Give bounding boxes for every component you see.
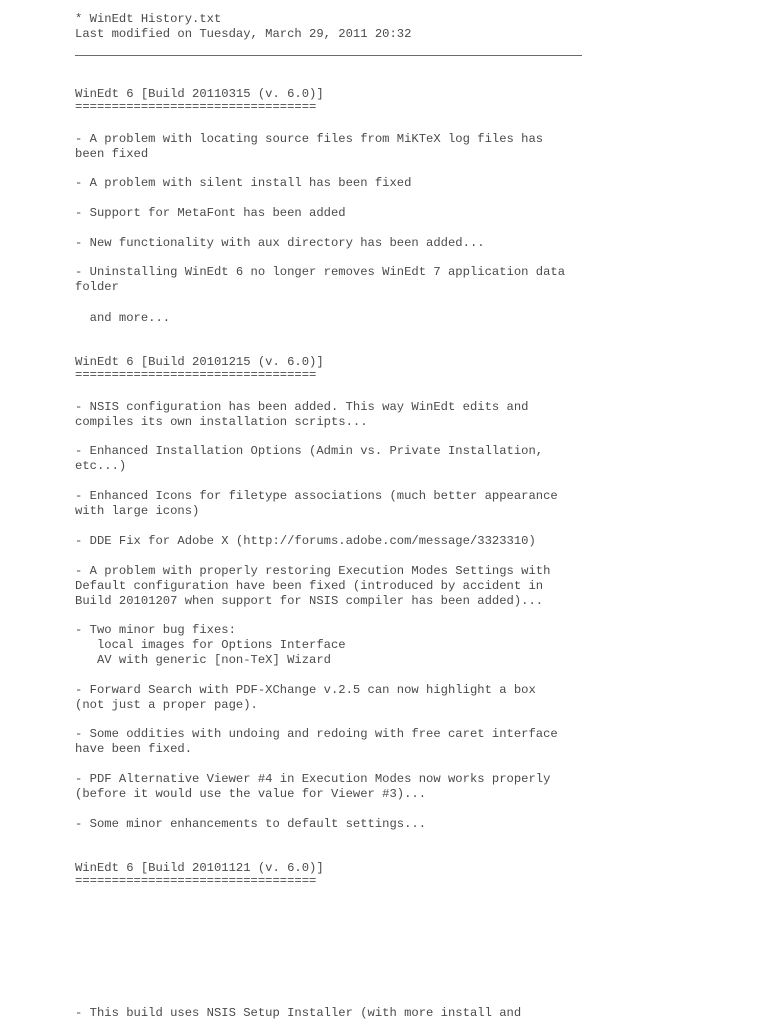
history-line: have been fixed. — [75, 742, 193, 756]
history-line: - A problem with silent install has been fixed — [75, 176, 412, 190]
history-line: etc...) — [75, 459, 127, 473]
section-title: WinEdt 6 [Build 20101215 (v. 6.0)] — [75, 355, 324, 369]
history-line: folder — [75, 280, 119, 294]
history-line: - This build uses NSIS Setup Installer (with more install and — [75, 1006, 522, 1020]
header-divider — [75, 55, 582, 56]
last-modified: Last modified on Tuesday, March 29, 2011 20:32 — [75, 27, 412, 41]
history-line: - Some minor enhancements to default settings... — [75, 817, 427, 831]
history-line: - NSIS configuration has been added. This way WinEdt edits and — [75, 400, 529, 414]
history-line: local images for Options Interface — [75, 638, 346, 652]
section-underline: ================================= — [75, 368, 317, 382]
history-line: - A problem with properly restoring Execution Modes Settings with — [75, 564, 551, 578]
history-line: (before it would use the value for Viewer #3)... — [75, 787, 427, 801]
history-line: compiles its own installation scripts... — [75, 415, 368, 429]
history-line: - A problem with locating source files from MiKTeX log files has — [75, 132, 544, 146]
history-line: with large icons) — [75, 504, 200, 518]
section-title: WinEdt 6 [Build 20110315 (v. 6.0)] — [75, 87, 324, 101]
history-line: - Some oddities with undoing and redoing with free caret interface — [75, 727, 558, 741]
history-line: - Two minor bug fixes: — [75, 623, 236, 637]
history-line: and more... — [75, 311, 171, 325]
history-line: AV with generic [non-TeX] Wizard — [75, 653, 331, 667]
history-line: - Enhanced Installation Options (Admin vs. Private Installation, — [75, 444, 544, 458]
section-underline: ================================= — [75, 100, 317, 114]
history-line: - DDE Fix for Adobe X (http://forums.adobe.com/message/3323310) — [75, 534, 536, 548]
history-line: been fixed — [75, 147, 149, 161]
section-underline: ================================= — [75, 874, 317, 888]
section-title: WinEdt 6 [Build 20101121 (v. 6.0)] — [75, 861, 324, 875]
history-line: - Support for MetaFont has been added — [75, 206, 346, 220]
history-line: - Enhanced Icons for filetype associations (much better appearance — [75, 489, 558, 503]
history-line: Default configuration have been fixed (introduced by accident in — [75, 579, 544, 593]
history-line: Build 20101207 when support for NSIS compiler has been added)... — [75, 594, 544, 608]
file-name: * WinEdt History.txt — [75, 12, 222, 26]
history-line: - Uninstalling WinEdt 6 no longer removes WinEdt 7 application data — [75, 265, 566, 279]
history-line: - New functionality with aux directory has been added... — [75, 236, 485, 250]
history-line: (not just a proper page). — [75, 698, 258, 712]
history-line: - PDF Alternative Viewer #4 in Execution Modes now works properly — [75, 772, 551, 786]
history-line: - Forward Search with PDF-XChange v.2.5 can now highlight a box — [75, 683, 536, 697]
